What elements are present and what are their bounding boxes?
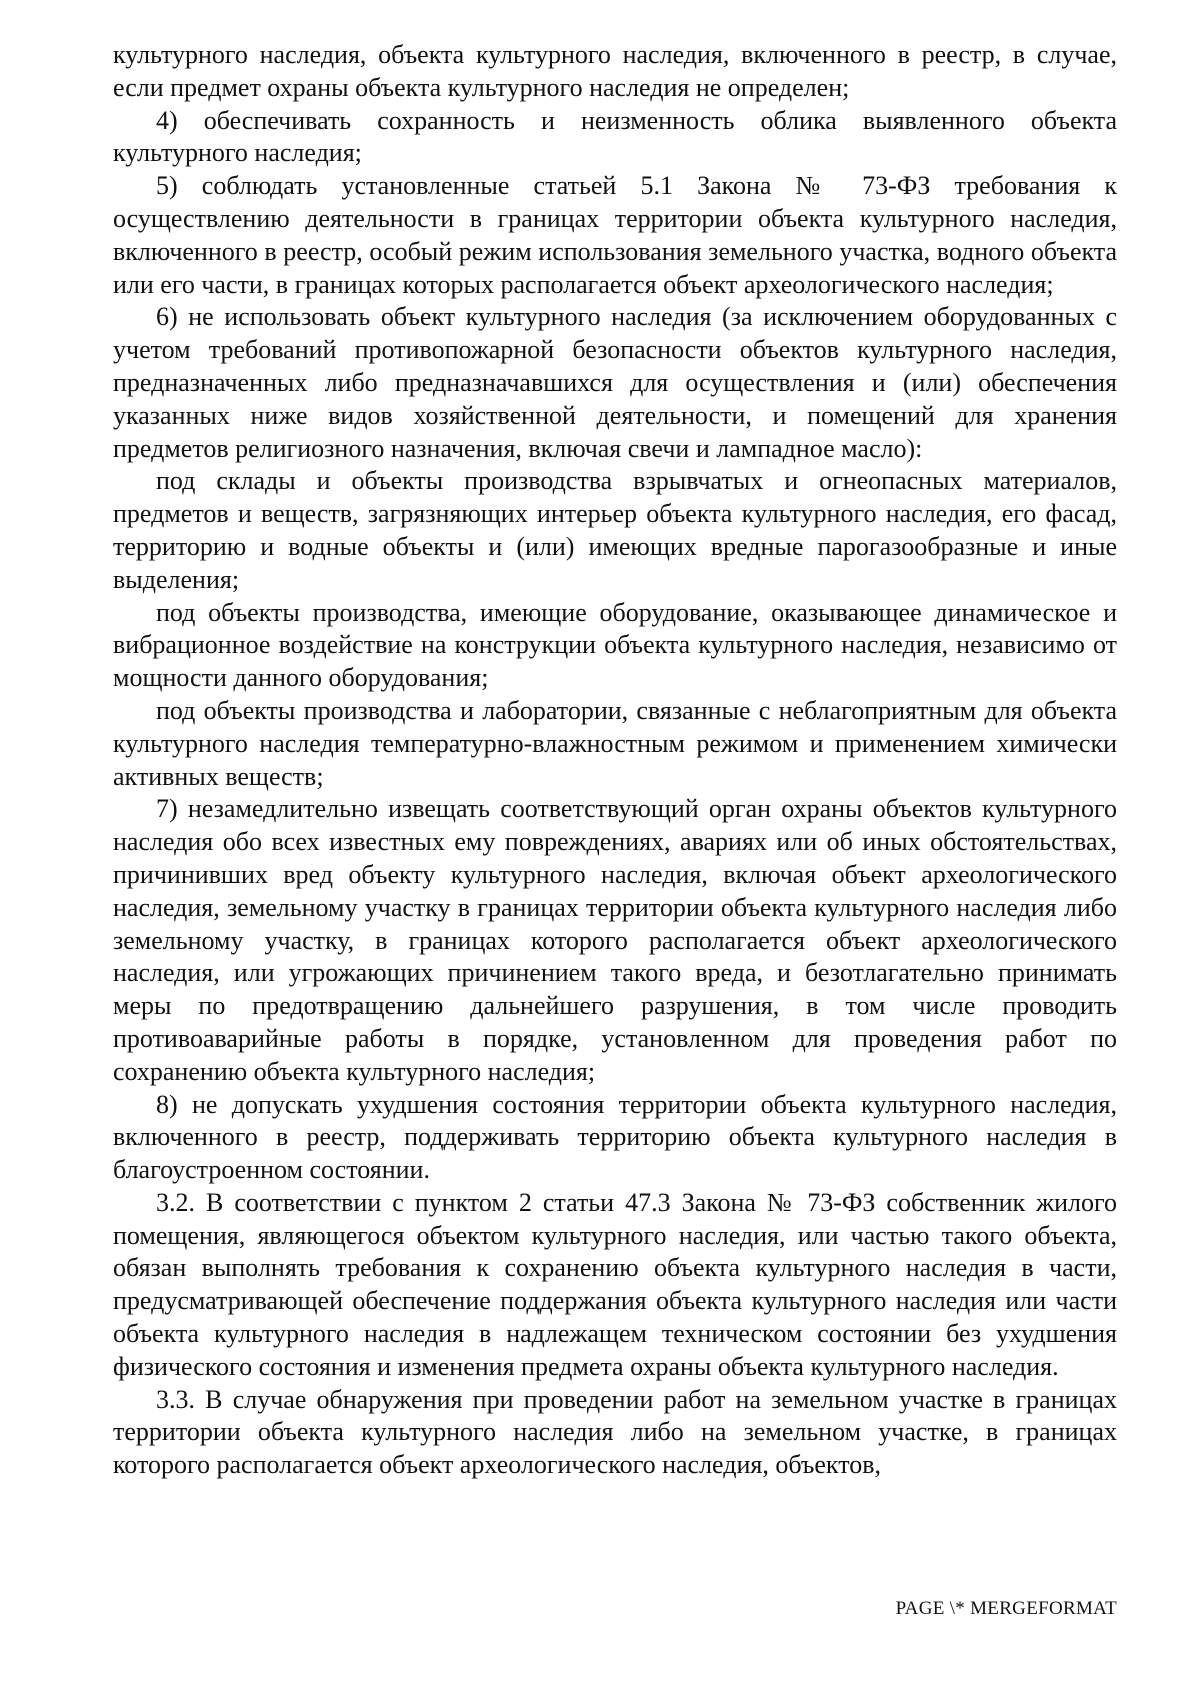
paragraph-continuation: культурного наследия, объекта культурного наследия, включенного в реестр, в случае, если предмет охраны объекта культурного наследия не определен; bbox=[113, 40, 1117, 102]
paragraph-item-8: 8) не допускать ухудшения состояния территории объекта культурного наследия, включенного в реестр, поддерживать территорию объекта культурного наследия в благоустроенном состоянии. bbox=[113, 1089, 1117, 1185]
paragraph-production-equipment: под объекты производства, имеющие оборудование, оказывающее динамическое и вибрационное воздействие на конструкции объекта культурного наследия, независимо от мощности данного оборудования; bbox=[113, 597, 1117, 693]
document-body bbox=[113, 39, 1117, 1482]
paragraph-section-3-3: 3.3. В случае обнаружения при проведении работ на земельном участке в границах территории объекта культурного наследия либо на земельном участке, в границах которого располагается объект археологического наследия, объектов, bbox=[113, 1384, 1117, 1480]
paragraph-warehouses: под склады и объекты производства взрывчатых и огнеопасных материалов, предметов и веществ, загрязняющих интерьер объекта культурного наследия, его фасад, территорию и водные объекты и (или) имеющих вредные парогазообразные и иные выделения; bbox=[113, 466, 1117, 594]
paragraph-item-7: 7) незамедлительно извещать соответствующий орган охраны объектов культурного наследия обо всех известных ему повреждениях, авариях или об иных обстоятельствах, причинивших вред объекту культурного наследия, включая объект археологического наследия, земельному участку в границах территории объекта культурного наследия либо земельному участку, в границах которого располагается объект археологического наследия, или угрожающих причинением такого вреда, и безотлагательно принимать меры по предотвращению дальнейшего разрушения, в том числе проводить противоаварийные работы в порядке, установленном для проведения работ по сохранению объекта культурного наследия; bbox=[113, 794, 1117, 1086]
paragraph-item-6: 6) не использовать объект культурного наследия (за исключением оборудованных с учетом требований противопожарной безопасности объектов культурного наследия, предназначенных либо предназначавшихся для осуществления и (или) обеспечения указанных ниже видов хозяйственной деятельности, и помещений для хранения предметов религиозного назначения, включая свечи и лампадное масло): bbox=[113, 302, 1117, 463]
page-footer-field: PAGE \* MERGEFORMAT bbox=[895, 1598, 1117, 1619]
paragraph-laboratories: под объекты производства и лаборатории, связанные с неблагоприятным для объекта культурного наследия температурно-влажностным режимом и применением химически активных веществ; bbox=[113, 695, 1117, 791]
paragraph-item-4: 4) обеспечивать сохранность и неизменность облика выявленного объекта культурного наследия; bbox=[113, 105, 1117, 168]
paragraph-section-3-2: 3.2. В соответствии с пунктом 2 статьи 47.3 Закона № 73-ФЗ собственник жилого помещения, являющегося объектом культурного наследия, или частью такого объекта, обязан выполнять требования к сохранению объекта культурного наследия в части, предусматривающей обеспечение поддержания объекта культурного наследия или части объекта культурного наследия в надлежащем техническом состоянии без ухудшения физического состояния и изменения предмета охраны объекта культурного наследия. bbox=[113, 1187, 1117, 1381]
paragraph-item-5: 5) соблюдать установленные статьей 5.1 Закона № 73-ФЗ требования к осуществлению деятельности в границах территории объекта культурного наследия, включенного в реестр, особый режим использования земельного участка, водного объекта или его части, в границах которых располагается объект археологического наследия; bbox=[113, 171, 1117, 299]
